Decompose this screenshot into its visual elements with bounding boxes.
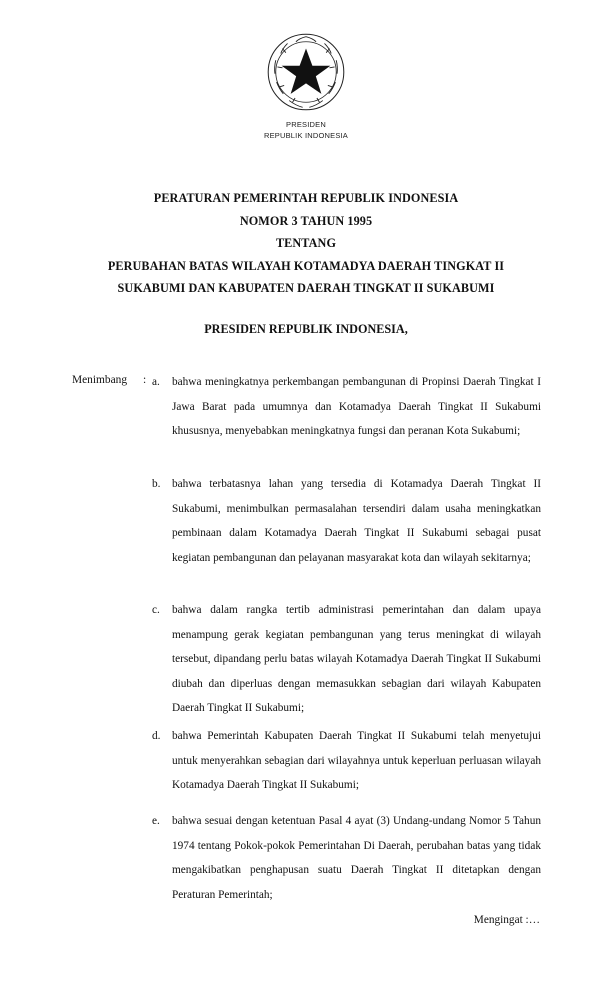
item-text: bahwa meningkatnya perkembangan pembangunan di Propinsi Daerah Tingkat I Jawa Barat pada umumnya dan Kotamadya Daerah Tingkat II Sukabumi khususnya, menyebabkan meningkatnya fungsi dan peranan Kota Sukabumi; bbox=[172, 376, 541, 437]
item-letter: b. bbox=[152, 478, 161, 490]
president-heading: PRESIDEN REPUBLIK INDONESIA, bbox=[204, 322, 408, 336]
emblem-caption-line2: REPUBLIK INDONESIA bbox=[263, 131, 349, 140]
title-line-number: NOMOR 3 TAHUN 1995 bbox=[239, 213, 373, 228]
garuda-emblem-icon bbox=[264, 30, 348, 114]
item-text: bahwa Pemerintah Kabupaten Daerah Tingkat II Sukabumi telah menyetujui untuk menyerahkan sebagian dari wilayahnya untuk keperluan perluasan wilayah Kotamadya Daerah Tingkat II Sukabumi; bbox=[172, 730, 541, 791]
considering-item-c bbox=[152, 598, 541, 721]
title-line-regulation: PERATURAN PEMERINTAH REPUBLIK INDONESIA bbox=[153, 191, 459, 205]
considering-item-a bbox=[152, 370, 541, 444]
title-line-subject-2: SUKABUMI DAN KABUPATEN DAERAH TINGKAT II SUKABUMI bbox=[117, 281, 495, 295]
considering-label: Menimbang bbox=[72, 374, 128, 386]
title-line-subject-1: PERUBAHAN BATAS WILAYAH KOTAMADYA DAERAH TINGKAT II bbox=[107, 258, 505, 273]
item-letter: a. bbox=[152, 376, 160, 388]
considering-item-d bbox=[152, 724, 541, 798]
continuation-marker: Mengingat :… bbox=[473, 914, 540, 926]
item-text: bahwa sesuai dengan ketentuan Pasal 4 ayat (3) Undang-undang Nomor 5 Tahun 1974 tentang Pokok-pokok Pemerintahan Di Daerah, perubahan batas yang tidak mengakibatkan penghapusan suatu Daerah Tingkat II ditetapkan dengan Peraturan Pemerintah; bbox=[172, 815, 541, 901]
title-line-about: TENTANG bbox=[275, 236, 337, 250]
item-text: bahwa terbatasnya lahan yang tersedia di Kotamadya Daerah Tingkat II Sukabumi, menimbulkan permasalahan tersendiri dalam usaha meningkatkan pembinaan dalam Kotamadya Daerah Tingkat II Sukabumi sebagai pusat kegiatan pembangunan dan pelayanan masyarakat kota dan wilayah sekitarnya; bbox=[172, 478, 541, 564]
item-letter: c. bbox=[152, 604, 160, 616]
considering-item-b bbox=[152, 472, 541, 570]
document-title bbox=[0, 187, 612, 300]
item-text: bahwa dalam rangka tertib administrasi pemerintahan dan dalam upaya menampung gerak kegiatan pembangunan yang terus meningkat di wilayah tersebut, dipandang perlu batas wilayah Kotamadya Daerah Tingkat II Sukabumi diubah dan diperluas dengan memasukkan sebagian dari wilayah Kabupaten Daerah Tingkat II Sukabumi; bbox=[172, 604, 541, 714]
emblem-caption-line1: PRESIDEN bbox=[286, 120, 326, 129]
considering-item-e bbox=[152, 809, 541, 907]
item-letter: e. bbox=[152, 815, 160, 827]
item-letter: d. bbox=[152, 730, 161, 742]
considering-colon: : bbox=[143, 374, 147, 386]
